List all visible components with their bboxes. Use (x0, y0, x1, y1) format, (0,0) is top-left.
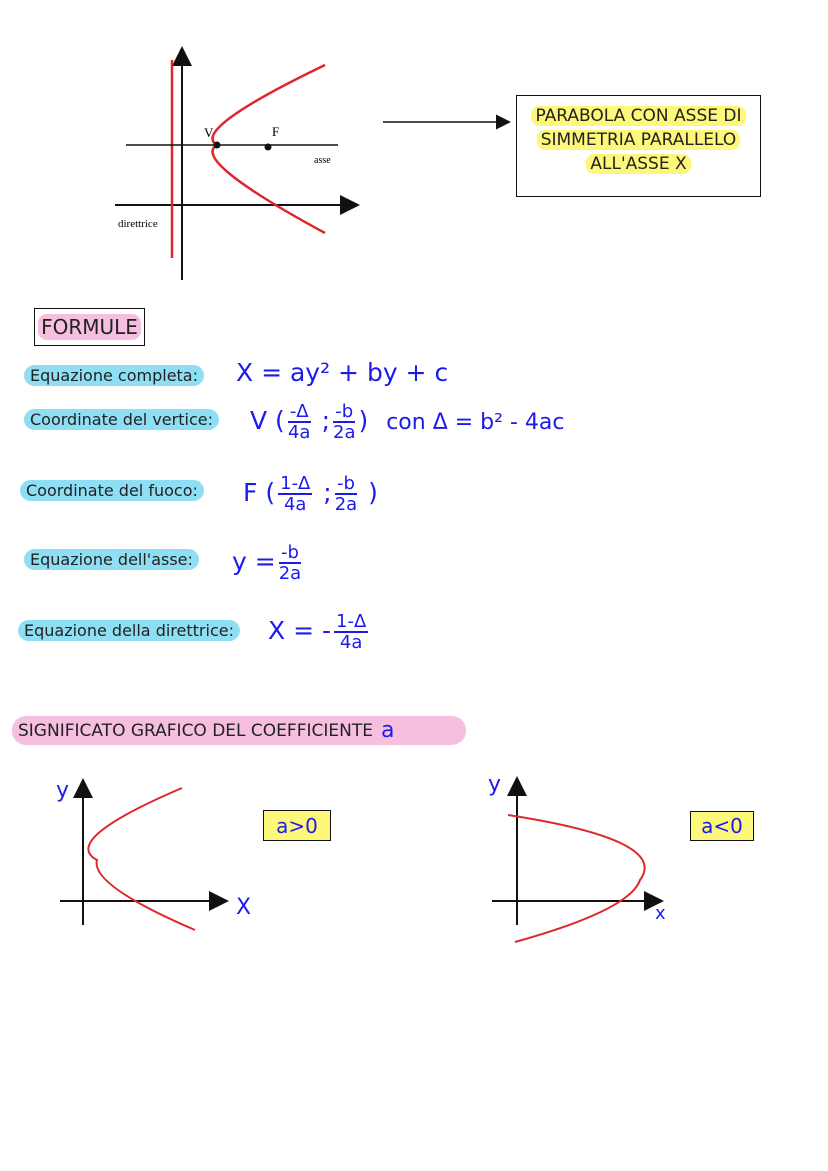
condition-box: a>0 (263, 810, 331, 841)
formula-row (20, 481, 204, 500)
formula-expr: X = ay² + by + c (236, 358, 449, 387)
expr-prefix: V ( (250, 406, 285, 435)
title-line: PARABOLA CON ASSE DI (531, 106, 745, 126)
formula-expr: F ( $\frac{1-\Delta}{4a}$ ; $\frac{-b}{2a}$ ) (243, 473, 378, 515)
denominator: 2a (334, 494, 358, 515)
fraction (335, 474, 357, 514)
formule-heading (34, 308, 145, 346)
denominator: 4a (287, 422, 311, 443)
vertex-label: V (204, 125, 214, 140)
denominator: 4a (283, 494, 307, 515)
coefficient-symbol: a (380, 718, 395, 743)
delta-definition: con Δ = b² - 4ac (386, 410, 565, 435)
focus-point (265, 144, 272, 151)
section-title: SIGNIFICATO GRAFICO DEL COEFFICIENTE (18, 720, 373, 741)
formula-label: Equazione dell'asse: (24, 549, 199, 570)
formula-label: Coordinate del fuoco: (20, 480, 204, 501)
formule-text: FORMULE (38, 314, 141, 340)
numerator: 1-Δ (280, 473, 311, 494)
coefficient-graphs (0, 760, 828, 960)
numerator: -b (280, 542, 299, 563)
formula-row (18, 621, 240, 640)
graph1-y-label: y (56, 778, 70, 803)
denominator: 2a (333, 422, 356, 443)
title-line: SIMMETRIA PARALLELO (537, 130, 741, 150)
formula-expr (268, 612, 371, 652)
formula-expr: V ( $\frac{-\Delta}{4a}$ ; $\frac{-b}{2a}$ ) con Δ = b² - 4ac (250, 401, 565, 443)
directrix-label: direttrice (118, 218, 158, 230)
condition-box: a<0 (690, 811, 754, 841)
numerator: 1-Δ (336, 611, 367, 632)
graph2-y-label: y (488, 772, 502, 797)
fraction (288, 402, 311, 442)
expr-prefix: F ( (243, 478, 276, 507)
numerator: -b (337, 473, 355, 494)
formula-label: Coordinate del vertice: (24, 409, 219, 430)
expr-suffix: ) (368, 478, 378, 507)
expr-suffix: ) (358, 406, 369, 435)
formula-row (24, 410, 219, 429)
focus-label: F (272, 124, 280, 139)
fraction (278, 474, 312, 514)
title-box (516, 95, 761, 197)
graph1-x-label: X (236, 895, 252, 920)
expr-prefix: y = (232, 547, 276, 576)
denominator: 2a (278, 563, 302, 584)
graph1-parabola (88, 788, 195, 930)
title-line: ALL'ASSE X (586, 154, 690, 174)
formula-row (24, 366, 204, 385)
fraction (333, 402, 355, 442)
fraction (279, 543, 301, 583)
denominator: 4a (339, 632, 363, 653)
graph2-x-label: x (655, 903, 666, 924)
expr-prefix: X = - (268, 616, 331, 645)
vertex-point (214, 142, 221, 149)
formula-label: Equazione completa: (24, 365, 204, 386)
section-heading (12, 716, 466, 745)
formula-row (24, 550, 199, 569)
numerator: -b (335, 401, 354, 422)
numerator: -Δ (289, 401, 309, 422)
fraction (334, 612, 368, 652)
formula-expr (232, 543, 304, 583)
graph2-parabola (508, 815, 645, 942)
formula-label: Equazione della direttrice: (18, 620, 240, 641)
axis-label: asse (314, 155, 331, 166)
